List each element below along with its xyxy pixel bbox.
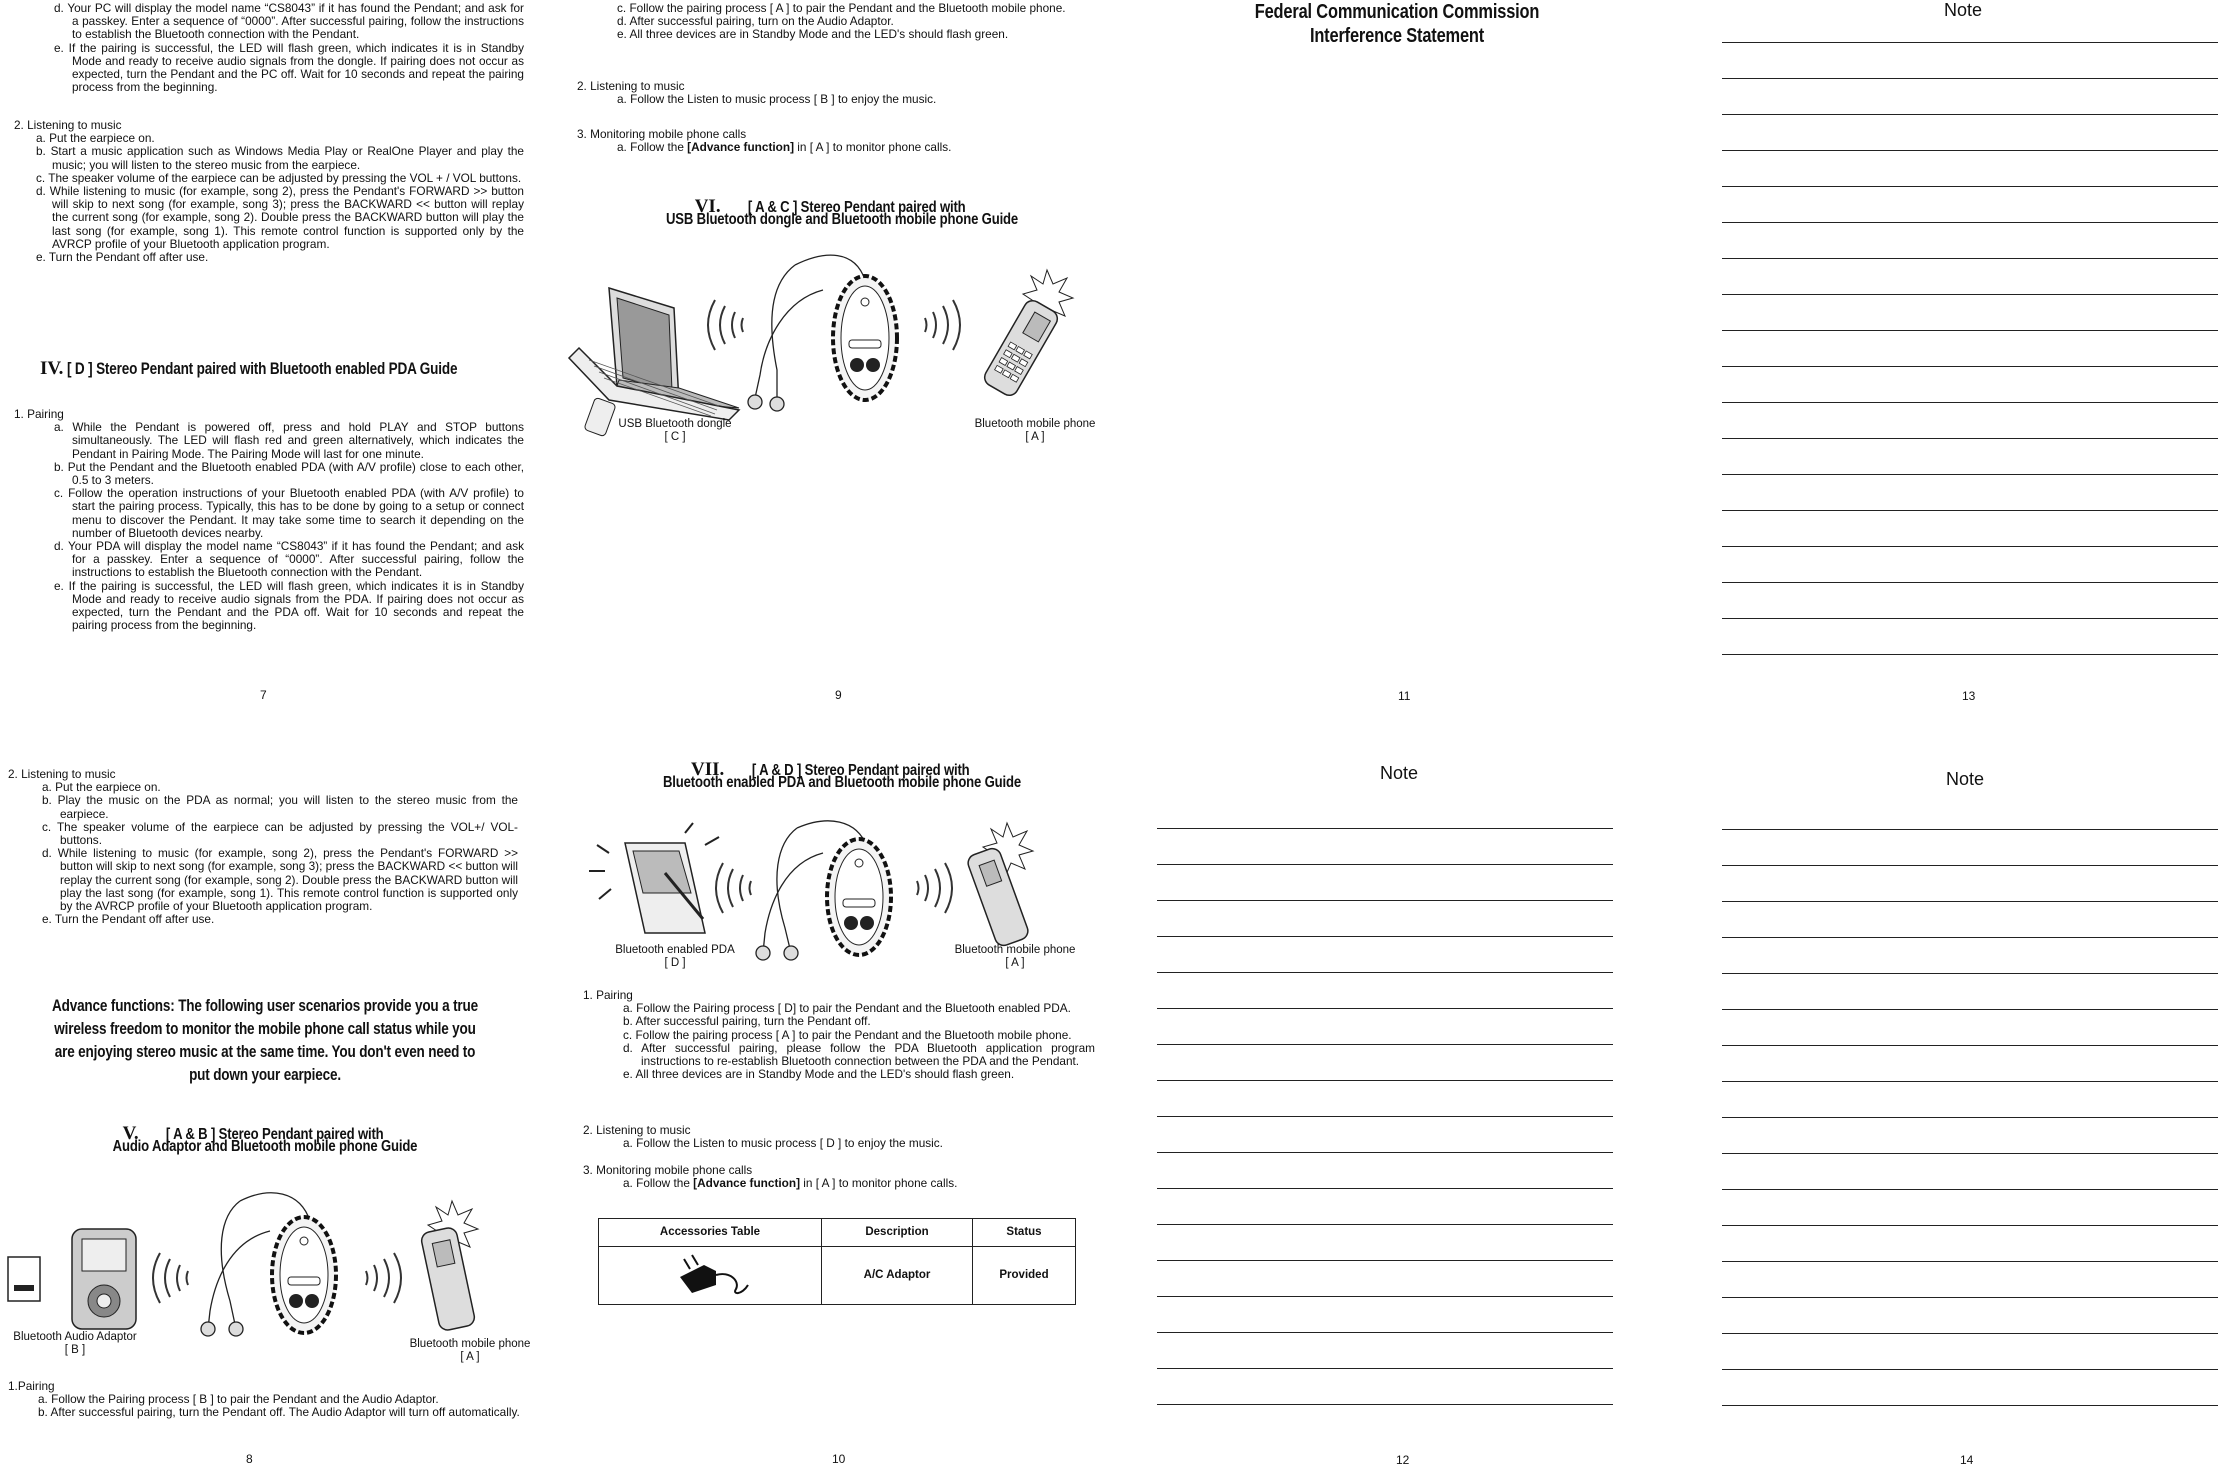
list-item: a. Put the earpiece on. [36, 131, 155, 146]
list-item: a. Follow the [Advance function] in [ A ] to monitor phone calls. [617, 140, 952, 155]
note-rule-line [1722, 330, 2218, 331]
note-rule-line [1722, 654, 2218, 655]
section-title: IV. [ D ] Stereo Pendant paired with Bluetooth enabled PDA Guide [40, 358, 458, 379]
page-number: 11 [1398, 689, 1411, 703]
note-rule-line [1157, 1188, 1613, 1189]
list-item: b. Start a music application such as Windows Media Play or RealOne Player and play the music; you will listen to the stereo music from the earpiece. [36, 144, 524, 172]
note-rule-line [1722, 510, 2218, 511]
page-number: 12 [1396, 1453, 1410, 1467]
list-item: a. Put the earpiece on. [42, 780, 161, 795]
page-number: 8 [246, 1452, 253, 1466]
note-rule-line [1722, 42, 2218, 43]
note-rule-line [1722, 1225, 2218, 1226]
ac-adaptor-icon [670, 1251, 750, 1295]
note-rule-line [1722, 294, 2218, 295]
note-rule-line [1722, 937, 2218, 938]
note-rule-line [1157, 1152, 1613, 1153]
note-rule-line [1157, 828, 1613, 829]
note-rule-line [1722, 829, 2218, 830]
list-item: e. Turn the Pendant off after use. [36, 250, 209, 265]
list-item: d. While listening to music (for example, song 2), press the Pendant's FORWARD >> button will skip to next song (for example, song 3); press the BACKWARD << button will replay the current song (for example, song 2). Double press the BACKWARD button will play the last song (for example, song 1). This remote control function is supported only by the AVRCP profile of your Bluetooth application program. [36, 184, 524, 251]
note-rule-line [1157, 1044, 1613, 1045]
table-header: Description [822, 1219, 973, 1247]
list-item: a. Follow the Pairing process [ D] to pair the Pendant and the Bluetooth enabled PDA. [623, 1001, 1071, 1016]
page-number: 10 [832, 1452, 846, 1466]
section-heading: 1. Pairing [583, 988, 633, 1002]
section-title: VI. [ A & C ] Stereo Pendant paired with USB Bluetooth dongle and Bluetooth mobile phone Guide [665, 196, 1019, 229]
table-cell: A/C Adaptor [822, 1247, 973, 1305]
page-number: 9 [835, 688, 842, 702]
note-rule-line [1722, 150, 2218, 151]
list-item: e. All three devices are in Standby Mode and the LED's should flash green. [623, 1067, 1015, 1082]
note-rule-line [1722, 1117, 2218, 1118]
note-rule-line [1722, 1009, 2218, 1010]
list-item: b. Play the music on the PDA as normal; you will listen to the stereo music from the earpiece. [42, 793, 518, 821]
list-item: a. While the Pendant is powered off, press and hold PLAY and STOP buttons simultaneously. The LED will flash red and green alternatively, which indicates the Pendant in Pairing Mode. The Pairing Mode will last for one minute. [54, 420, 524, 461]
note-rule-line [1722, 78, 2218, 79]
list-item: c. The speaker volume of the earpiece can be adjusted by pressing the VOL+/ VOL- buttons. [42, 819, 518, 848]
page-number: 13 [1962, 689, 1976, 703]
note-rule-line [1157, 1368, 1613, 1369]
page-number: 7 [260, 688, 267, 702]
section-heading: 2. Listening to music [583, 1123, 691, 1137]
signal-waves-icon [708, 300, 743, 350]
page-7 [0, 0, 554, 733]
list-item: a. Follow the Listen to music process [ B ] to enjoy the music. [617, 92, 937, 107]
note-rule-line [1722, 402, 2218, 403]
note-rule-line [1722, 438, 2218, 439]
note-rule-line [1722, 973, 2218, 974]
audio-adaptor-icon [8, 1229, 136, 1329]
note-rule-line [1722, 1261, 2218, 1262]
section-heading: 3. Monitoring mobile phone calls [577, 127, 747, 141]
pairing-illustration [0, 1191, 554, 1331]
table-header: Accessories Table [599, 1219, 822, 1247]
note-rule-line [1722, 1405, 2218, 1406]
note-rule-line [1722, 258, 2218, 259]
section-title: V. [ A & B ] Stereo Pendant paired with Audio Adaptor and Bluetooth mobile phone Guide [112, 1123, 418, 1156]
note-rule-line [1722, 1333, 2218, 1334]
pairing-illustration [565, 823, 1119, 963]
page-10 [565, 733, 1119, 1466]
note-rule-line [1722, 1045, 2218, 1046]
bluetooth-pendant-icon [833, 276, 897, 400]
page-title: Federal Communication Commission Interference Statement [1254, 1, 1540, 47]
section-title: VII. [ A & D ] Stereo Pendant paired with Bluetooth enabled PDA and Bluetooth mobile phone Guide [662, 759, 1022, 792]
device-label: USB Bluetooth dongle [ C ] [618, 418, 732, 443]
note-rule-line [1157, 900, 1613, 901]
table-header: Status [973, 1219, 1076, 1247]
note-title: Note [1946, 769, 1985, 789]
list-item: d. After successful pairing, please follow the PDA Bluetooth application program instructions to re-establish Bluetooth connection between the PDA and the Pendant. [623, 1040, 1095, 1069]
note-rule-line [1722, 1189, 2218, 1190]
table-cell: Provided [973, 1247, 1076, 1305]
device-label: Bluetooth mobile phone [ A ] [409, 1338, 531, 1363]
list-item: d. While listening to music (for example, song 2), press the Pendant's FORWARD >> button will skip to next song (for example, song 3); press the BACKWARD << button will replay the current song (for example, song 2). Double press the BACKWARD button will play the last song (for example, song 1). This remote control function is supported only by the AVRCP profile of your Bluetooth application program. [42, 846, 518, 914]
advance-functions: Advance functions: The following user scenarios provide you a true wireless freedom to monitor the mobile phone call status while you are enjoying stereo music at the same time. You don't even need to put down your earpiece. [52, 997, 478, 1084]
note-rule-line [1157, 1224, 1613, 1225]
note-title: Note [1944, 0, 1983, 20]
list-item: c. Follow the operation instructions of your Bluetooth enabled PDA (with A/V profile) to start the pairing process. Typically, this has to be done by going to a setup or connect menu to discover the Pendant. It may take some time to search it depending on the number of Bluetooth devices nearby. [54, 486, 524, 540]
page-13 [1664, 0, 2218, 733]
list-item: a. Follow the Listen to music process [ D ] to enjoy the music. [623, 1136, 943, 1151]
note-rule-line [1722, 1081, 2218, 1082]
note-title: Note [1380, 763, 1419, 783]
accessories-table [598, 1218, 1076, 1305]
note-rule-line [1157, 1260, 1613, 1261]
list-item: e. All three devices are in Standby Mode and the LED's should flash green. [617, 27, 1009, 42]
list-item: c. Follow the pairing process [ A ] to pair the Pendant and the Bluetooth mobile phone. [617, 1, 1066, 15]
list-item: d. Your PDA will display the model name “CS8043” if it has found the Pendant; and ask for a passkey. Enter a sequence of “0000”. After successful pairing, follow the instructions to establish the Bluetooth connection with the Pendant. [54, 539, 524, 580]
list-item: e. Turn the Pendant off after use. [42, 912, 215, 927]
note-rule-line [1722, 1153, 2218, 1154]
note-rule-line [1722, 618, 2218, 619]
note-rule-line [1157, 1116, 1613, 1117]
note-rule-line [1722, 865, 2218, 866]
note-rule-line [1722, 222, 2218, 223]
note-rule-line [1157, 864, 1613, 865]
note-rule-line [1722, 474, 2218, 475]
list-item: e. If the pairing is successful, the LED will flash green, which indicates it is in Standby Mode and ready to receive audio signals from the dongle. If pairing does not occur as expected, turn the Pendant and the PC off. Wait for 10 seconds and repeat the pairing process from the beginning. [54, 40, 524, 95]
section-heading: 2. Listening to music [577, 79, 685, 93]
device-label: Bluetooth enabled PDA [ D ] [615, 944, 735, 969]
list-item: a. Follow the [Advance function] in [ A ] to monitor phone calls. [623, 1176, 958, 1191]
note-rule-line [1722, 114, 2218, 115]
list-item: c. The speaker volume of the earpiece can be adjusted by pressing the VOL + / VOL buttons. [36, 170, 522, 185]
page-11 [1120, 0, 1674, 733]
note-rule-line [1157, 1008, 1613, 1009]
list-item: c. Follow the pairing process [ A ] to pair the Pendant and the Bluetooth mobile phone. [623, 1027, 1072, 1042]
list-item: b. Put the Pendant and the Bluetooth enabled PDA (with A/V profile) close to each other, 0.5 to 3 meters. [54, 459, 524, 488]
page-number: 14 [1960, 1453, 1974, 1467]
note-rule-line [1722, 546, 2218, 547]
laptop-icon [569, 288, 739, 437]
note-rule-line [1157, 936, 1613, 937]
note-rule-line [1722, 1369, 2218, 1370]
section-heading: 2. Listening to music [14, 118, 122, 132]
note-rule-line [1722, 186, 2218, 187]
list-item: b. After successful pairing, turn the Pendant off. The Audio Adaptor will turn off automatically. [38, 1405, 520, 1420]
page-8 [0, 733, 554, 1466]
pda-icon [589, 823, 719, 933]
list-item: d. Your PC will display the model name “CS8043” if it has found the Pendant; and ask for a passkey. Enter a sequence of “0000”. After successful pairing, follow the instructions to establish the Bluetooth connection with the Pendant. [54, 1, 524, 42]
note-rule-line [1722, 366, 2218, 367]
note-rule-line [1157, 1080, 1613, 1081]
section-heading: 3. Monitoring mobile phone calls [583, 1163, 753, 1177]
section-heading: 2. Listening to music [8, 767, 116, 781]
page-14 [1664, 733, 2218, 1466]
page-12 [1120, 733, 1674, 1466]
list-item: e. If the pairing is successful, the LED will flash green, which indicates it is in Standby Mode and ready to receive audio signals from the PDA. If pairing does not occur as expected, turn the Pendant and the PDA off. Wait for 10 seconds and repeat the pairing process from the beginning. [54, 578, 524, 633]
device-label: Bluetooth mobile phone [ A ] [954, 944, 1076, 969]
note-rule-line [1722, 1297, 2218, 1298]
list-item: d. After successful pairing, turn on the Audio Adaptor. [617, 14, 894, 29]
list-item: b. After successful pairing, turn the Pendant off. [623, 1014, 871, 1029]
note-rule-line [1157, 972, 1613, 973]
note-rule-line [1722, 582, 2218, 583]
section-heading: 1.Pairing [8, 1379, 55, 1393]
note-rule-line [1157, 1404, 1613, 1405]
device-label: Bluetooth Audio Adaptor [ B ] [13, 1331, 137, 1356]
list-item: a. Follow the Pairing process [ B ] to pair the Pendant and the Audio Adaptor. [38, 1392, 439, 1407]
note-rule-line [1157, 1296, 1613, 1297]
page-9 [565, 0, 1119, 733]
table-cell [599, 1247, 822, 1305]
note-rule-line [1722, 901, 2218, 902]
note-rule-line [1157, 1332, 1613, 1333]
section-heading: 1. Pairing [14, 407, 64, 421]
mobile-phone-icon [981, 270, 1073, 399]
device-label: Bluetooth mobile phone [ A ] [974, 418, 1096, 443]
